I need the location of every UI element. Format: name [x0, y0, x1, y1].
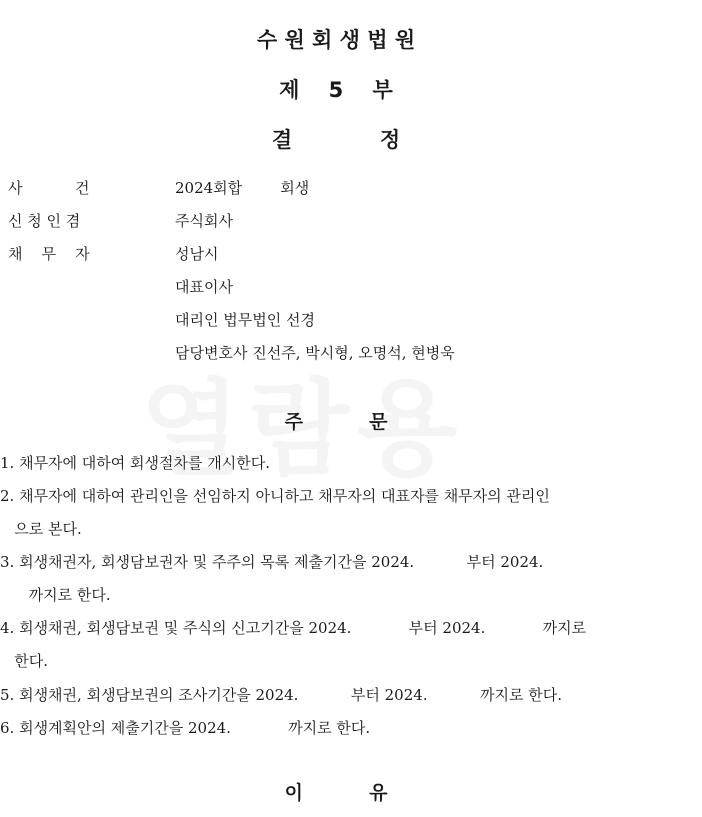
order-item-4-cont: 한다. — [0, 652, 49, 670]
order-item-3-cont: 까지로 한다. — [0, 586, 111, 604]
party-value: 주식회사 — [175, 212, 233, 230]
party-value: 대리인 법무법인 선경 — [175, 311, 315, 329]
order-item-2: 2. 채무자에 대하여 관리인을 선임하지 아니하고 채무자의 대표자를 채무자의 관리인 — [0, 487, 550, 505]
party-label: 신 청 인 겸 — [8, 212, 81, 230]
document-type-title: 결 정 — [271, 128, 401, 152]
order-item-6: 6. 회생계획안의 제출기간을 2024. 까지로 한다. — [0, 719, 371, 737]
order-item-3: 3. 회생채권자, 회생담보권자 및 주주의 목록 제출기간을 2024. 부터 2024. — [0, 553, 544, 571]
order-item-5: 5. 회생채권, 회생담보권의 조사기간을 2024. 부터 2024. 까지로 한다. — [0, 686, 563, 704]
party-value: 대표이사 — [175, 278, 233, 296]
order-item-1: 1. 채무자에 대하여 회생절차를 개시한다. — [0, 454, 270, 472]
party-value: 성남시 — [175, 245, 219, 263]
order-heading: 주 문 — [284, 411, 388, 433]
order-item-4: 4. 회생채권, 회생담보권 및 주식의 신고기간을 2024. 부터 2024. 까지로 — [0, 619, 587, 637]
division-title: 제 5 부 — [279, 78, 393, 102]
party-label: 사 건 — [8, 179, 90, 197]
order-item-2-cont: 으로 본다. — [0, 520, 82, 538]
court-name: 수 원 회 생 법 원 — [256, 28, 416, 52]
reason-heading: 이 유 — [284, 782, 388, 804]
party-value: 2024회합 회생 — [175, 179, 310, 197]
party-label: 채 무 자 — [8, 245, 90, 263]
party-value: 담당변호사 진선주, 박시형, 오명석, 현병욱 — [175, 344, 455, 362]
